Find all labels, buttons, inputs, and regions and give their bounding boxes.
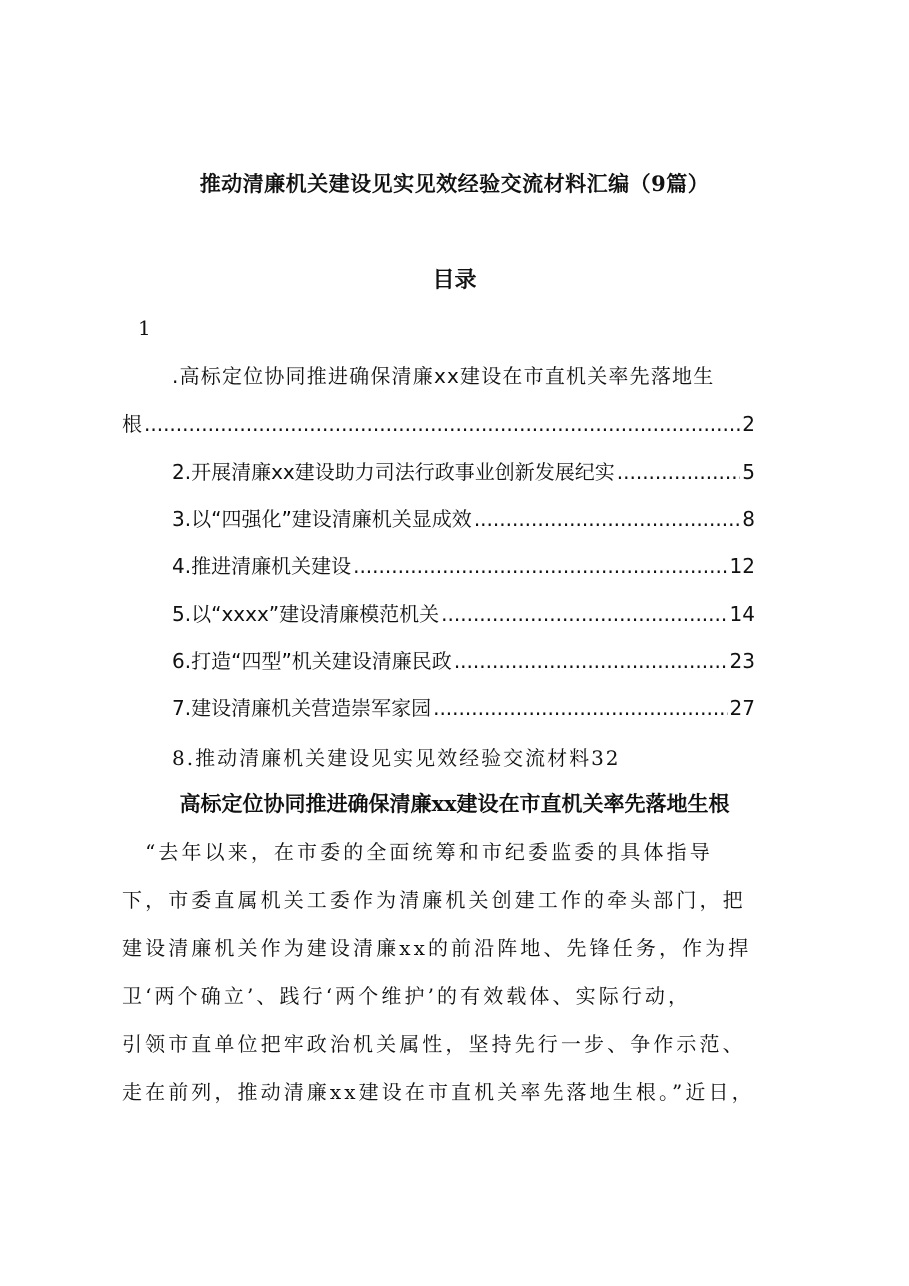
toc-leader-dots xyxy=(617,460,741,484)
toc-page-number: 8 xyxy=(742,507,755,531)
toc-entry-3[interactable] xyxy=(172,503,755,533)
body-paragraph-line: “去年以来，在市委的全面统筹和市纪委监委的具体指导 xyxy=(122,840,713,864)
toc-entry-1-text[interactable]: .高标定位协同推进确保清廉xx建设在市直机关率先落地生 xyxy=(172,364,715,388)
toc-entry-4[interactable] xyxy=(172,550,755,580)
toc-entry-label: 6.打造“四型”机关建设清廉民政 xyxy=(172,649,452,673)
toc-leading-number: 1 xyxy=(138,316,151,340)
toc-page-number: 2 xyxy=(742,412,755,436)
toc-entry-1-continuation[interactable] xyxy=(122,408,755,438)
toc-page-number: 27 xyxy=(729,696,755,720)
body-paragraph-line: 走在前列，推动清廉xx建设在市直机关率先落地生根。”近日， xyxy=(122,1080,755,1104)
toc-leader-dots xyxy=(474,507,740,531)
toc-entry-5[interactable] xyxy=(172,598,755,628)
toc-page-number: 5 xyxy=(742,460,755,484)
toc-page-number: 12 xyxy=(729,554,755,578)
toc-entry-label: 7.建设清廉机关营造崇军家园 xyxy=(172,696,432,720)
toc-page-number: 14 xyxy=(729,602,755,626)
toc-leader-dots xyxy=(441,602,727,626)
body-paragraph-line: 下，市委直属机关工委作为清廉机关创建工作的牵头部门，把 xyxy=(122,888,746,912)
toc-leader-dots xyxy=(433,696,727,720)
document-title: 推动清廉机关建设见实见效经验交流材料汇编（9篇） xyxy=(199,171,710,196)
body-paragraph-line: 引领市直单位把牢政治机关属性，坚持先行一步、争作示范、 xyxy=(122,1032,746,1056)
toc-entry-7[interactable] xyxy=(172,692,755,722)
toc-heading: 目录 xyxy=(432,267,477,293)
toc-leader-dots xyxy=(454,649,728,673)
toc-entry-label: 3.以“四强化”建设清廉机关显成效 xyxy=(172,507,472,531)
toc-entry-2[interactable] xyxy=(172,456,755,486)
toc-entry-label: 5.以“xxxx”建设清廉模范机关 xyxy=(172,602,440,626)
toc-entry-6[interactable] xyxy=(172,645,755,675)
toc-entry-8[interactable]: 8.推动清廉机关建设见实见效经验交流材料32 xyxy=(172,746,621,770)
toc-page-number: 23 xyxy=(729,649,755,673)
toc-leader-dots xyxy=(144,412,740,436)
body-paragraph-line: 建设清廉机关作为建设清廉xx的前沿阵地、先锋任务，作为捍 xyxy=(122,936,752,960)
section-title: 高标定位协同推进确保清廉xx建设在市直机关率先落地生根 xyxy=(179,791,730,816)
toc-entry-label: 2.开展清廉xx建设助力司法行政事业创新发展纪实 xyxy=(172,460,615,484)
toc-leader-dots xyxy=(353,554,727,578)
toc-entry-label: 4.推进清廉机关建设 xyxy=(172,554,352,578)
body-paragraph-line: 卫‘两个确立’、践行‘两个维护’的有效载体、实际行动， xyxy=(122,984,692,1008)
toc-entry-label: 根 xyxy=(122,412,142,436)
